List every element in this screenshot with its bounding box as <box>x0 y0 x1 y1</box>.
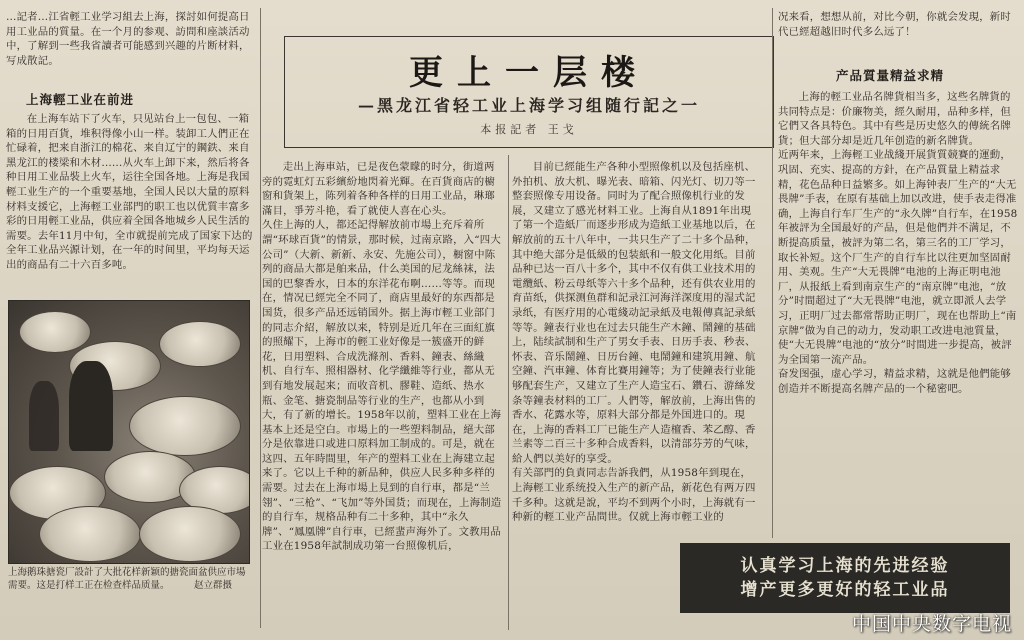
center-left-body <box>262 160 504 630</box>
right-body-text: 上海的輕工业品名牌貨相当多，这些名牌貨的共同特点是：价廉物美，經久耐用，品种多样，但它們又各具特色。其中有些是历史悠久的傳統名牌貨；但大部分却是近几年创造的新名牌貨。 近两年来，上海輕工业战綫开展貨質競賽的運動，巩固、充实、提高的方針，在产品質量上精益求精，花色品种日益繁多。如上海钟表厂生产的“大无畏牌”手表，在原有基础上加以改进，使手表走得准确，上海自行车厂生产的“永久牌”自行车，在1958年被評为全国最好的产品，但是他們并不满足，不断提高质量，被評为第二名，第三名的工厂学习，取长补短。这个厂生产的自行车比以往更加坚固耐用、美观。生产“大无畏牌”电池的上海正明电池厂，从报紙上看到南京生产的“南京牌”电池，“放分”时間超过了“大无畏牌”电池，就立即派人去学习，正明厂过去都常帮助正明厂，现在也帮助上“南京牌”做为自己的动力，发动职工改进电池質量，使“大无畏牌”电池的“放分”时間进一步提高，被評为全国第一流产品。 奋发图强，虚心学习，精益求精，这就是他們能够创造并不断提高名牌产品的一个秘密吧。 <box>778 91 1018 395</box>
article-byline: 本报記者 王戈 <box>480 123 578 136</box>
article-title-box <box>284 36 774 148</box>
article-title: 更上一层楼 <box>409 53 649 93</box>
right-intro <box>778 10 1018 54</box>
channel-watermark: 中国中央数字电视 <box>851 613 1012 635</box>
slogan-line-1: 认真学习上海的先进经验 <box>740 556 950 576</box>
photo-credit: 赵立群摄 <box>193 580 232 591</box>
left-intro <box>6 10 254 80</box>
article-subtitle: —黑龙江省轻工业上海学习组随行記之一 <box>357 96 700 115</box>
center-right-body-text: 目前已經能生产各种小型照像机以及包括座机、外拍机、放大机、曝光表、暗箱、闪光灯、切刀等一整套照像专用设备。同时为了配合照像机行业的发展，又建立了感光材料工业。上海自从1891年出現了第一个造紙厂而逐步形成为造紙工业基地以后，在解放前的五十八年中，一共只生产了二十多个品种，其中绝大部分是低級的包装紙和一般文化用纸。目前品种已达一百八十多个，其中不仅有供工业技术用的電纜紙、粉云母纸等六十多个品种，还有供农业用的育苗纸，供探测鱼群和記录江河海洋深度用的湿式記录纸，有医疗用的心電綫动記录紙及电報傳真記录紙等等。鐘表行业也在过去只能生产木鐘、鬧鐘的基础上，陆续試制和生产了男女手表、日历手表、秒表、怀表、音乐鬧鐘、日历台鐘、电鬧鐘和建筑用鐘、航空鐘、汽車鐘、体育比賽用鐘等；为了使鐘表行业能够配套生产，又建立了生产人造宝石、鑽石、游絲发条等鐘表材料的工厂。人們等，解放前，上海出售的香水、花露水等，原料大部分都是外国进口的。現在，上海的香料工厂已能生产人造檀香、苯乙醇、香兰素等二百三十多种合成香料，以清部芬芳的气味，給人們以美好的享受。 有关部門的負責同志告訴我們，从1958年到現在，上海輕工业系统投入生产的新产品，新花色有两万四千多种。这就是說，平均不到两个小时，上海就有一种新的輕工业产品問世。仅就上海市輕工业的 <box>512 161 756 524</box>
left-section-heading: 上海輕工业在前进 <box>26 92 135 107</box>
slogan-banner <box>680 543 1010 613</box>
photo-caption <box>8 566 252 592</box>
slogan-line-2: 增产更多更好的轻工业品 <box>740 580 950 600</box>
left-intro-text: …記者…江省輕工业学习組去上海，探討如何提高日用工业品的質量。在一个月的参观、訪問和座談活动中，了解到一些我省讀者可能感到兴趣的片断材料，写成散記。 <box>6 11 250 67</box>
right-section-heading: 产品質量精益求精 <box>836 68 945 83</box>
right-body <box>778 90 1018 538</box>
photo-caption-text: 上海鹅珠搪瓷厂設計了大批花样新颖的搪瓷面盆供应市場需要。这是打样工正在检查样品质量。 <box>8 567 246 591</box>
right-intro-text: 况来看，想想从前，对比今朝，你就会发現，新时代已經超越旧时代多么远了！ <box>778 11 1011 38</box>
left-body <box>6 112 254 298</box>
enamel-basin-photo <box>8 300 250 564</box>
center-left-body-text: 走出上海車站，已是夜色蒙矇的时分，街道两旁的霓虹灯五彩繽紛地閃着光輝。在百貨商店的櫥窗和貨架上，陈列着各种各样的日用工业品，琳瑯滿目，爭芳斗艳，看了就使人喜在心头。 久住上海的人，都还記得解放前市場上充斥着所謂“环球百貨”的情景，那时候，过南京路，入“四大公司”（大新、新新、永安、先施公司），橱窗中陈列的商品大都是舶来品，什么美国的尼龙絲袜，法国的巴黎香水，日本的东洋花布啊……等等。而现在，情况已經完全不同了，商店里最好的东西都是国货，很多产品还远销国外。据上海市輕工业部门的同志介紹，解放以来，特别是近几年在三面紅旗的照耀下，上海市的輕工业好像是一簇盛开的鲜花，日用塑料、合成洗滌剂、香料、鐘表、絲織机、自行车、照相器材、化学纖維等行业，都从无到有地发展起来；而收音机、膠鞋、造纸、热水瓶、金笔、搪瓷制品等行业的生产，也都从小到大，有了新的增长。1958年以前，塑料工业在上海基本上还是空白。市場上的一些塑料制品，絕大部分是依靠进口或进口原料加工制成的。可是，就在这四、五年時間里，年产的塑料工业在上海建立起来了。它以上千种的新品种，供应人民多种多样的需要。过去在上海市場上見到的自行車，都是“兰翎”、“三枪”、“飞加”等外国货；而现在，上海制造的自行车，规格品种有二十多种，其中“永久牌”、“鳳凰牌”自行車，已經蜚声海外了。文教用品工业在1958年試制成功第一台照像机后， <box>262 161 502 553</box>
left-body-text: 在上海车站下了火车，只见站台上一包包、一箱箱的日用百貨，堆积得像小山一样。装卸工人們正在忙碌着，把来自浙江的棉花、来自辽宁的鋼鉄、来自黑龙江的楼梁和木材……从火车上卸下来，然后将各种日用工业品裝上火车，运往全国各地。上海是我国輕工业生产的一个重要基地，全国人民以大量的原料材料支援它，上海輕工业部門的职工也以优質丰富多彩的日用輕工业品，供应着全国各地城乡人民生活的需要。去年11月中旬，全市就提前完成了国家下达的全年工业品兴源计划，在一年的时间里，平均每天运出的商品有二十六百多吨。 <box>6 113 253 271</box>
